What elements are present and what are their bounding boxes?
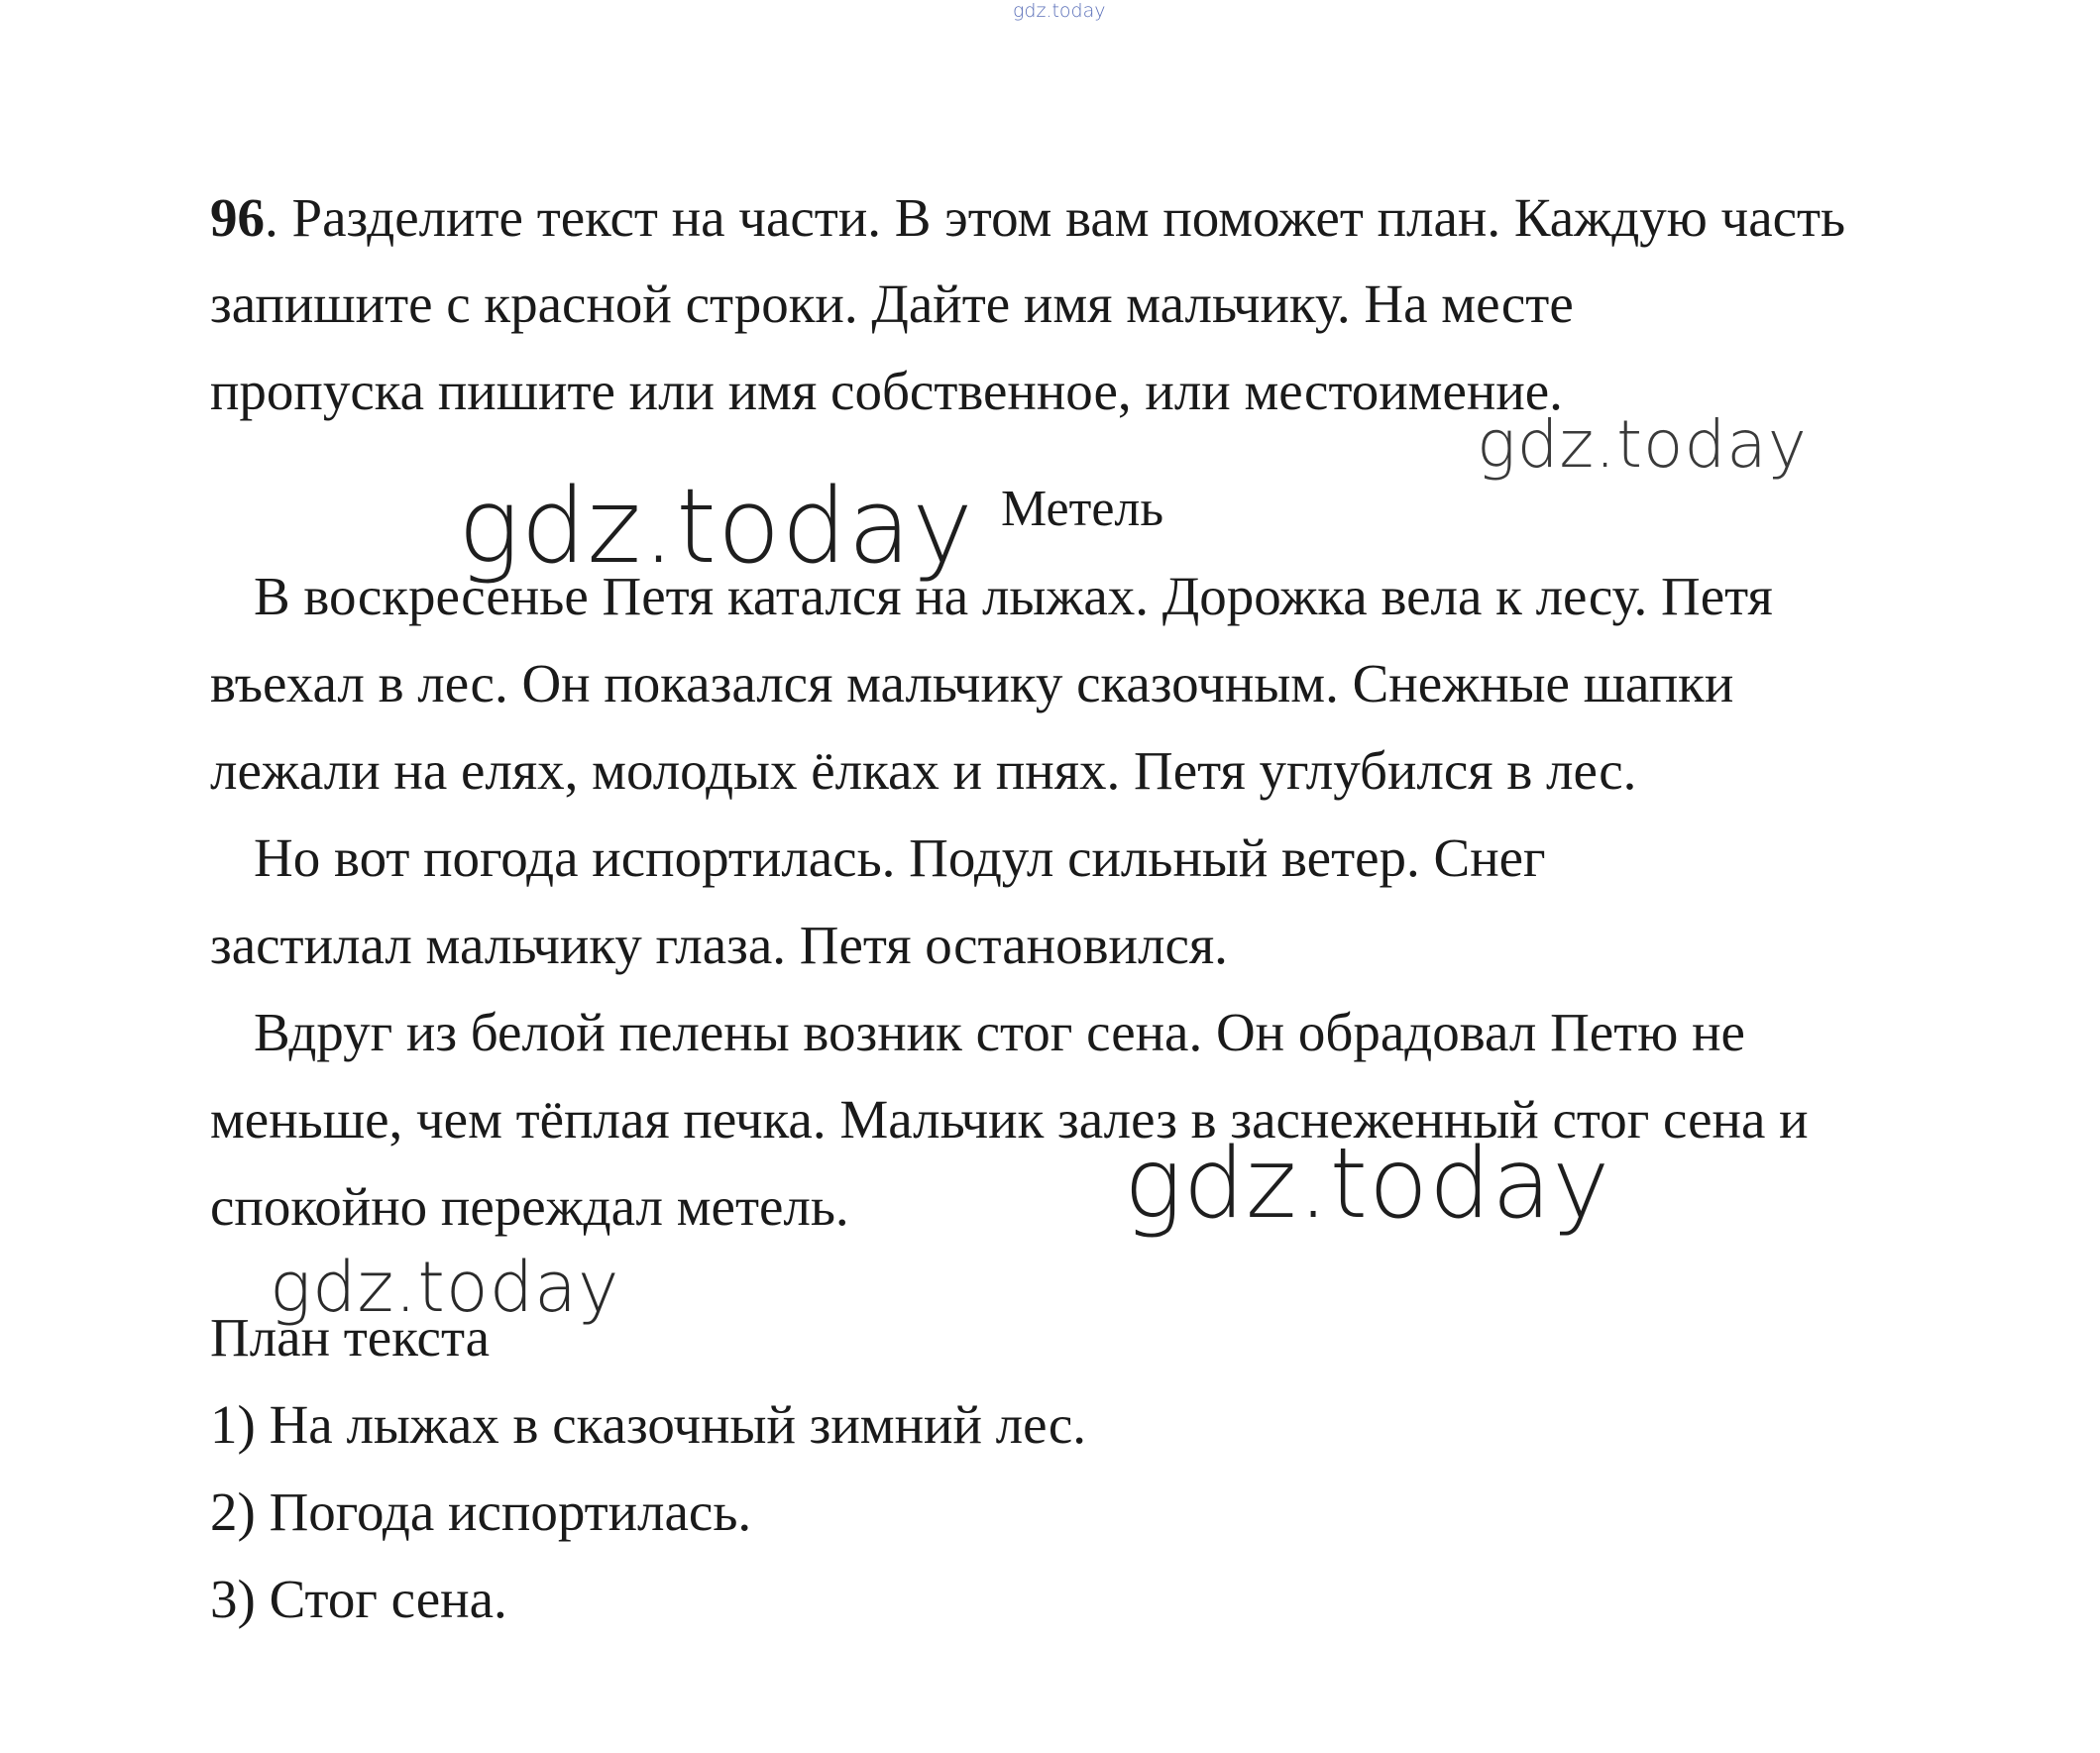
task-line-3: пропуска пишите или имя собственное, или местоимение. bbox=[210, 361, 1563, 421]
watermark-top: gdz.today bbox=[1013, 0, 1106, 22]
task-line-1 bbox=[210, 186, 1845, 250]
story-line-2: въехал в лес. Он показался мальчику сказочным. Снежные шапки bbox=[210, 653, 1734, 713]
plan-item-2: 2) Погода испортилась. bbox=[210, 1481, 752, 1542]
watermark-1: gdz.today bbox=[1477, 406, 1808, 483]
story-line-8: спокойно переждал метель. bbox=[210, 1176, 849, 1237]
plan-heading: План текста bbox=[210, 1307, 491, 1368]
watermark-2: gdz.today bbox=[458, 466, 974, 587]
story-line-3: лежали на елях, молодых ёлках и пнях. Петя углубился в лес. bbox=[210, 740, 1637, 801]
task-text-1: . Разделите текст на части. В этом вам поможет план. Каждую часть bbox=[265, 187, 1846, 248]
watermark-3: gdz.today bbox=[1124, 1128, 1611, 1241]
task-line-2: запишите с красной строки. Дайте имя мальчику. На месте bbox=[210, 274, 1574, 334]
story-title: Метель bbox=[1001, 481, 1164, 537]
task-number: 96 bbox=[210, 187, 265, 248]
story-line-6: Вдруг из белой пелены возник стог сена. Он обрадовал Петю не bbox=[254, 1002, 1745, 1062]
story-line-5: застилал мальчику глаза. Петя остановился. bbox=[210, 915, 1228, 975]
story-line-1: В воскресенье Петя катался на лыжах. Дорожка вела к лесу. Петя bbox=[254, 566, 1773, 626]
plan-item-1: 1) На лыжах в сказочный зимний лес. bbox=[210, 1394, 1087, 1455]
plan-item-3: 3) Стог сена. bbox=[210, 1569, 507, 1629]
watermark-4: gdz.today bbox=[270, 1247, 620, 1328]
story-line-4: Но вот погода испортилась. Подул сильный ветер. Снег bbox=[254, 827, 1546, 888]
story-line-7: меньше, чем тёплая печка. Мальчик залез в заснеженный стог сена и bbox=[210, 1089, 1809, 1150]
